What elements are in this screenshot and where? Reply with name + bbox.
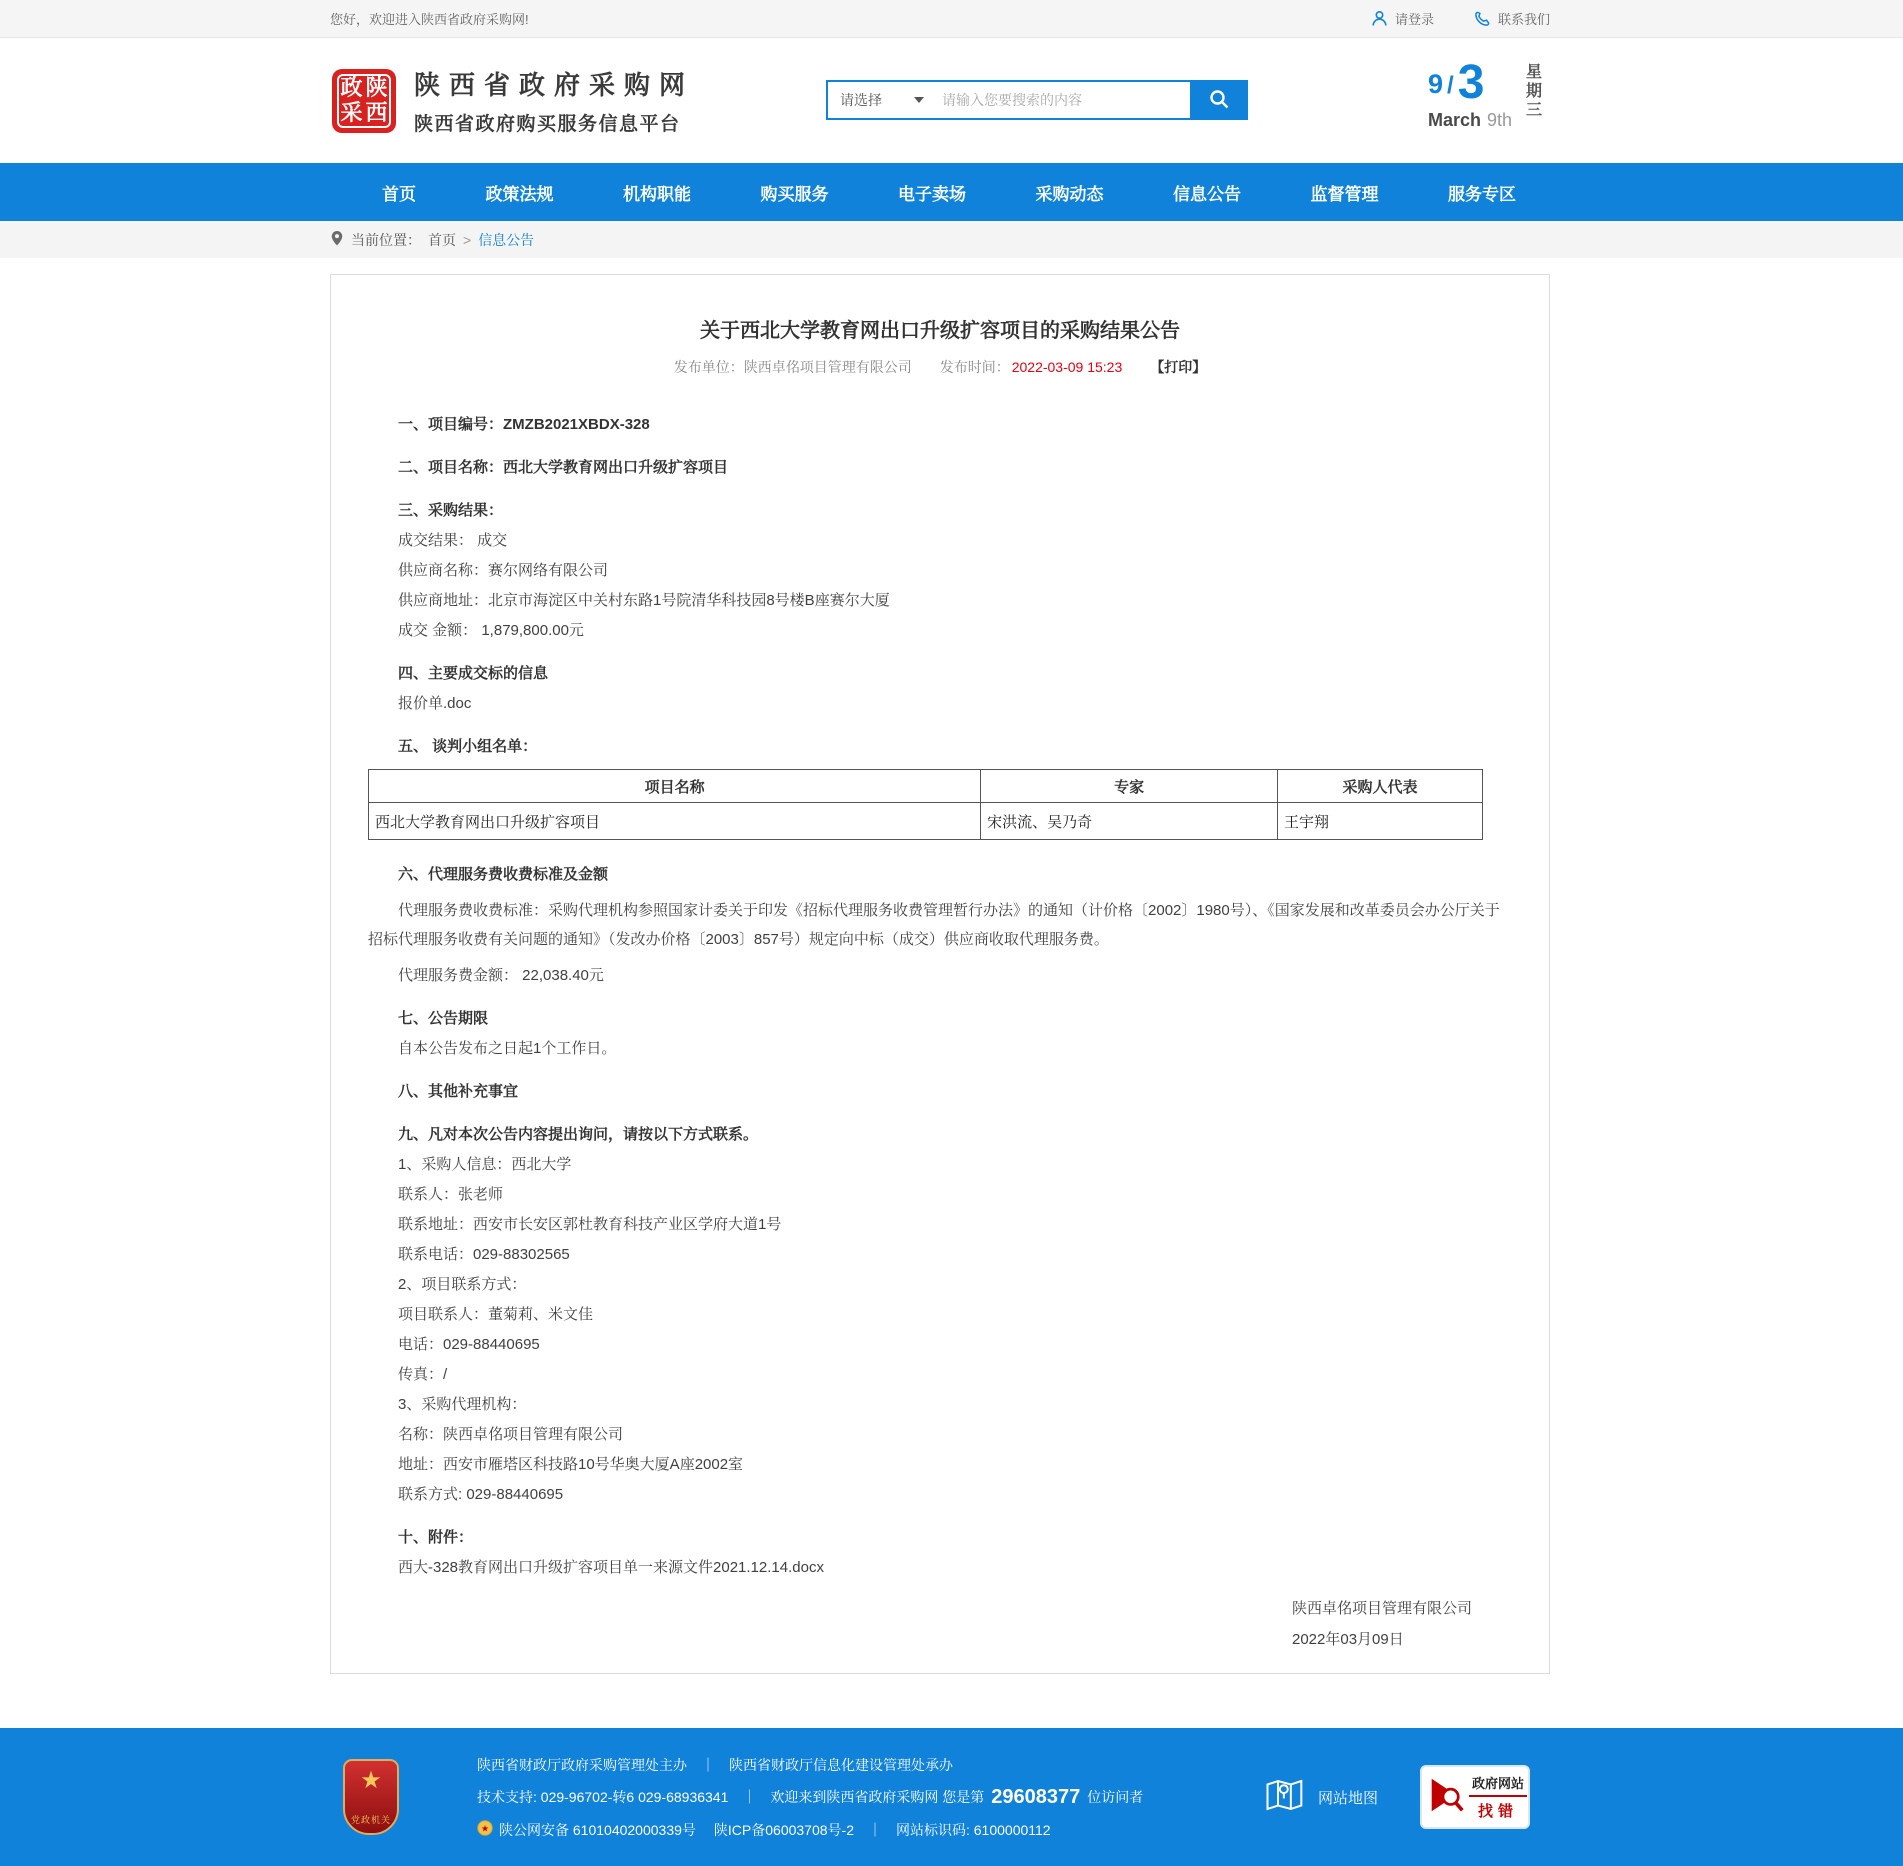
breadcrumb-home-link[interactable]: 首页 bbox=[428, 231, 456, 248]
breadcrumb-current-link[interactable]: 信息公告 bbox=[478, 231, 535, 248]
gov-site-error-report-badge[interactable]: 政府网站 找错 bbox=[1420, 1765, 1530, 1829]
magnifier-error-icon bbox=[1429, 1773, 1465, 1822]
site-header bbox=[330, 39, 1550, 163]
nav-item-5[interactable]: 采购动态 bbox=[1035, 184, 1104, 204]
search-category-select[interactable]: 请选择 bbox=[828, 82, 934, 118]
nav-item-2[interactable]: 机构职能 bbox=[623, 184, 691, 204]
table-header-cell: 项目名称 bbox=[369, 770, 981, 803]
section-heading: 九、凡对本次公告内容提出询问，请按以下方式联系。 bbox=[398, 1126, 759, 1143]
site-subtitle: 陕西省政府购买服务信息平台 bbox=[414, 114, 681, 135]
page-title: 关于西北大学教育网出口升级扩容项目的采购结果公告 bbox=[700, 320, 1180, 342]
section-heading: 六、代理服务费收费标准及金额 bbox=[398, 866, 609, 883]
table-cell: 宋洪流、吴乃奇 bbox=[981, 803, 1278, 840]
icp-link[interactable]: 陕ICP备06003708号-2 bbox=[713, 1821, 854, 1838]
nav-item-6[interactable]: 信息公告 bbox=[1173, 184, 1241, 204]
search-button[interactable] bbox=[1190, 80, 1248, 120]
beian-link[interactable]: 陕公网安备 61010402000339号 bbox=[499, 1821, 696, 1838]
phone-icon bbox=[1474, 10, 1491, 27]
footer-line-beian: ★ 陕公网安备 61010402000339号 陕ICP备06003708号-2 ｜ 网站标识码: 6100000112 bbox=[477, 1820, 1143, 1840]
date-english: March 9th bbox=[1428, 110, 1513, 131]
publish-time-label: 发布时间： bbox=[939, 359, 1010, 375]
section-heading: 五、 谈判小组名单： bbox=[398, 738, 538, 755]
search-box bbox=[826, 80, 1248, 120]
article-body bbox=[368, 416, 1512, 1576]
body-line: 名称：陕西卓佲项目管理有限公司 bbox=[398, 1426, 624, 1443]
body-line: 2、项目联系方式： bbox=[398, 1276, 527, 1293]
date-widget bbox=[1428, 56, 1543, 131]
search-input[interactable] bbox=[934, 82, 1190, 118]
nav-item-1[interactable]: 政策法规 bbox=[485, 184, 554, 204]
site-title: 陕西省政府采购网 bbox=[414, 70, 695, 100]
seal-char: 陕 bbox=[365, 75, 388, 100]
site-code: 网站标识码: 6100000112 bbox=[895, 1821, 1051, 1838]
badge-divider bbox=[1469, 1795, 1527, 1797]
map-icon bbox=[1264, 1776, 1306, 1818]
section-heading: 二、项目名称：西北大学教育网出口升级扩容项目 bbox=[398, 459, 729, 476]
body-line: 联系人：张老师 bbox=[398, 1186, 504, 1203]
nav-item-0[interactable]: 首页 bbox=[382, 184, 416, 204]
date-numbers: 9 / 3 bbox=[1428, 56, 1485, 109]
table-header-cell: 采购人代表 bbox=[1278, 770, 1483, 803]
article-meta bbox=[368, 359, 1512, 376]
site-logo[interactable] bbox=[332, 65, 694, 136]
seal-char: 采 bbox=[340, 100, 363, 125]
footer-line-support: 技术支持: 029-96702-转6 029-68936341 ｜ 欢迎来到陕西省政府采购网 您是第 29608377 位访问者 bbox=[477, 1785, 1144, 1808]
breadcrumb bbox=[330, 221, 1550, 258]
body-line: 联系方式: 029-88440695 bbox=[398, 1486, 564, 1503]
body-paragraph: 代理服务费收费标准：采购代理机构参照国家计委关于印发《招标代理服务收费管理暂行办法》的通知（计价格〔2002〕1980号）、《国家发展和改革委员会办公厅关于招标代理服务收费有关问题的通知》（发改办价格〔2003〕857号）规定向中标（成交）供应商收取代理服务费。 bbox=[368, 902, 1500, 948]
location-pin-icon bbox=[330, 230, 344, 249]
body-line: 自本公告发布之日起1个工作日。 bbox=[398, 1040, 617, 1057]
body-line: 成交结果： 成交 bbox=[398, 532, 508, 549]
body-line: 项目联系人：董菊莉、米文佳 bbox=[398, 1306, 594, 1323]
announcement-card bbox=[330, 274, 1550, 1674]
body-line: 成交 金额： 1,879,800.00元 bbox=[398, 622, 584, 639]
body-line: 联系电话：029-88302565 bbox=[398, 1246, 570, 1263]
publisher-value: 陕西卓佲项目管理有限公司 bbox=[743, 359, 912, 375]
body-line: 供应商名称：赛尔网络有限公司 bbox=[398, 562, 609, 579]
seal-char: 西 bbox=[365, 100, 388, 125]
body-line: 报价单.doc bbox=[398, 695, 472, 712]
print-button[interactable]: 【打印】 bbox=[1150, 359, 1207, 375]
publish-time-value: 2022-03-09 15:23 bbox=[1011, 359, 1123, 375]
signature-date: 2022年03月09日 bbox=[1292, 1631, 1404, 1648]
section-heading: 四、主要成交标的信息 bbox=[398, 665, 549, 682]
body-line: 地址：西安市雁塔区科技路10号华奥大厦A座2002室 bbox=[398, 1456, 744, 1473]
nav-item-4[interactable]: 电子卖场 bbox=[898, 184, 966, 204]
search-icon bbox=[1208, 88, 1230, 113]
main-nav bbox=[0, 163, 1903, 221]
body-line: 3、采购代理机构： bbox=[398, 1396, 527, 1413]
publisher-label: 发布单位： bbox=[673, 359, 744, 375]
footer-line-sponsors: 陕西省财政厅政府采购管理处主办 ｜ 陕西省财政厅信息化建设管理处承办 bbox=[477, 1756, 953, 1773]
section-heading: 三、采购结果： bbox=[398, 502, 504, 519]
section-heading: 八、其他补充事宜 bbox=[398, 1083, 519, 1100]
chevron-down-icon bbox=[914, 97, 924, 103]
table-header-cell: 专家 bbox=[981, 770, 1278, 803]
site-footer bbox=[0, 1728, 1903, 1866]
user-icon bbox=[1371, 10, 1388, 27]
table-cell: 西北大学教育网出口升级扩容项目 bbox=[369, 803, 981, 840]
site-logo-seal bbox=[332, 69, 396, 133]
svg-text:★: ★ bbox=[480, 1823, 490, 1834]
breadcrumb-prefix: 当前位置： bbox=[351, 231, 421, 248]
star-icon: ★ bbox=[360, 1767, 382, 1794]
sitemap-link[interactable]: 网站地图 bbox=[1264, 1776, 1378, 1818]
welcome-text: 您好，欢迎进入陕西省政府采购网! bbox=[330, 12, 529, 27]
article-signature bbox=[1292, 1600, 1484, 1649]
login-button[interactable]: 请登录 bbox=[1371, 9, 1434, 28]
body-line: 传真：/ bbox=[398, 1366, 448, 1383]
seal-char: 政 bbox=[340, 75, 363, 100]
party-gov-badge: ★ 党政机关 bbox=[343, 1759, 399, 1835]
section-heading: 七、公告期限 bbox=[398, 1010, 489, 1027]
nav-item-8[interactable]: 服务专区 bbox=[1448, 184, 1516, 204]
contact-us-button[interactable]: 联系我们 bbox=[1474, 9, 1550, 28]
body-line: 联系地址：西安市长安区郭杜教育科技产业区学府大道1号 bbox=[398, 1216, 782, 1233]
visitor-count: 29608377 bbox=[991, 1785, 1081, 1808]
nav-item-3[interactable]: 购买服务 bbox=[760, 184, 829, 204]
section-heading: 一、项目编号：ZMZB2021XBDX-328 bbox=[398, 416, 650, 433]
table-cell: 王宇翔 bbox=[1278, 803, 1483, 840]
weekday-label: 星 期 三 bbox=[1526, 64, 1543, 119]
top-utility-bar bbox=[0, 0, 1903, 38]
body-line: 1、采购人信息：西北大学 bbox=[398, 1156, 572, 1173]
signature-org: 陕西卓佲项目管理有限公司 bbox=[1292, 1600, 1473, 1617]
body-line: 电话：029-88440695 bbox=[398, 1336, 540, 1353]
negotiation-group-table bbox=[368, 769, 1483, 840]
body-line: 供应商地址：北京市海淀区中关村东路1号院清华科技园8号楼B座赛尔大厦 bbox=[398, 592, 890, 609]
police-badge-icon bbox=[477, 1820, 493, 1839]
breadcrumb-separator: > bbox=[463, 231, 472, 248]
attachment-link[interactable]: 西大-328教育网出口升级扩容项目单一来源文件2021.12.14.docx bbox=[398, 1559, 824, 1576]
breadcrumb-bar bbox=[0, 221, 1903, 258]
section-heading: 十、附件： bbox=[398, 1529, 474, 1546]
table-row bbox=[369, 803, 1483, 840]
body-line: 代理服务费金额： 22,038.40元 bbox=[398, 967, 604, 984]
nav-item-7[interactable]: 监督管理 bbox=[1310, 184, 1379, 204]
